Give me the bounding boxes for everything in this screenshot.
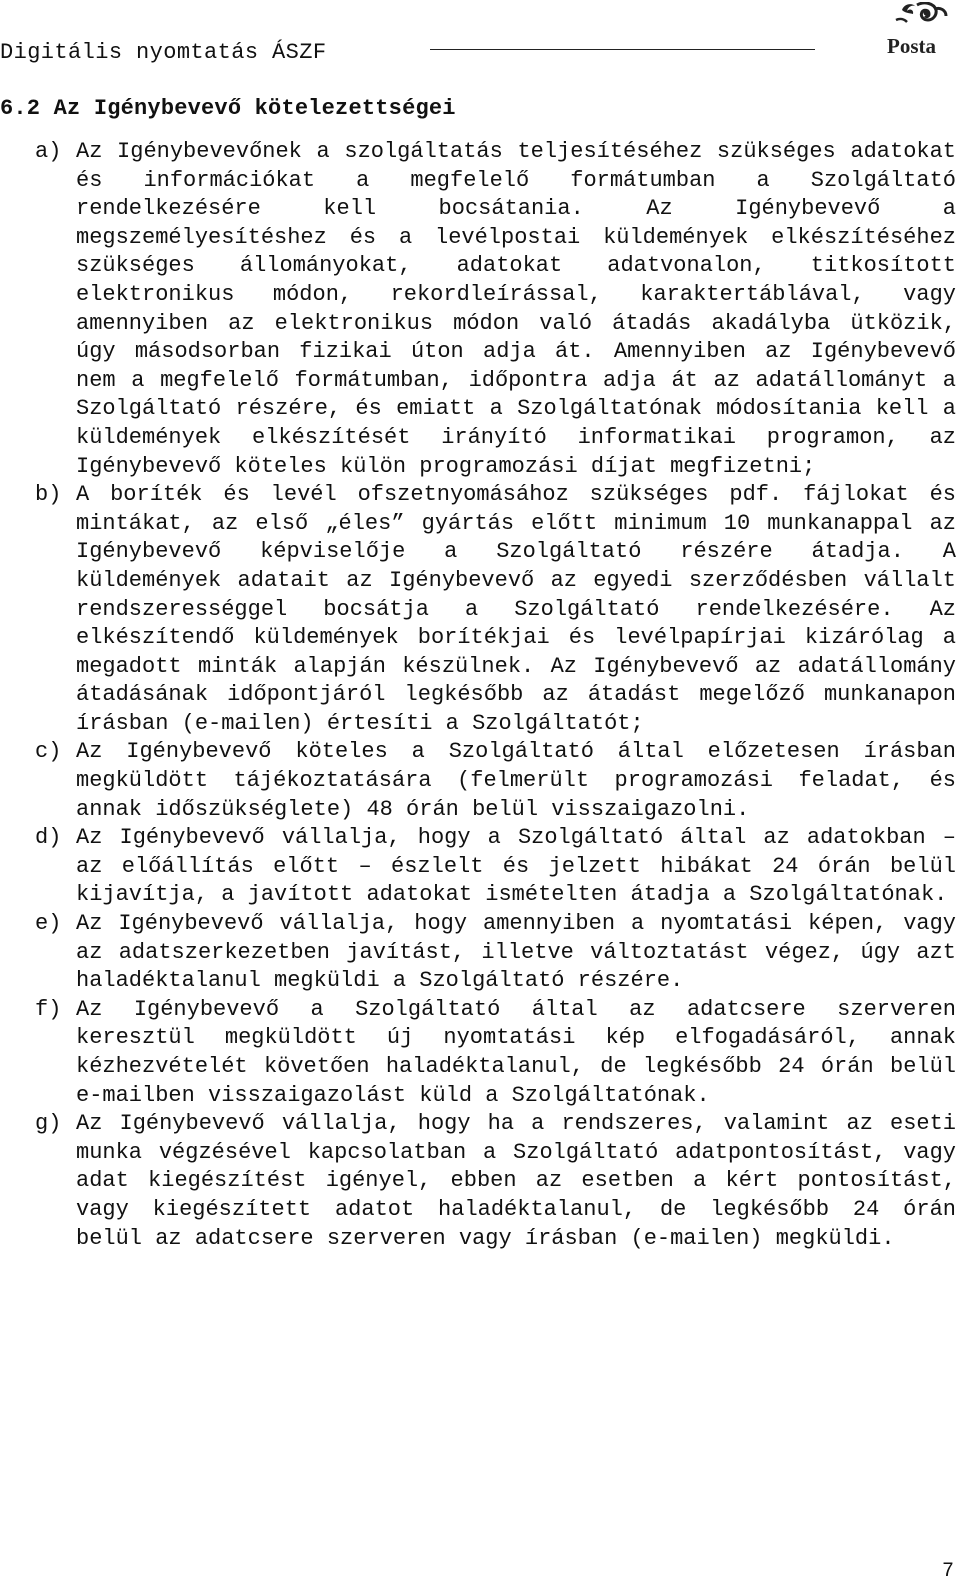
list-item-text: Az Igénybevevő köteles a Szolgáltató által előzetesen írásban megküldött tájékoztatására (felmerült programozási feladat, és annak időszükséglete) 48 órán belül visszaigazolni. (76, 739, 956, 822)
list-item-text: Az Igénybevevőnek a szolgáltatás teljesítéséhez szükséges adatokat és információkat a megfelelő formátumban a Szolgáltató rendelkezésére kell bocsátania. Az Igénybevevő a megszemélyesítéshez és a levélpostai küldemények elkészítéséhez szükséges állományokat, adatokat adatvonalon, titkosított elektronikus módon, rekordleírással, karaktertáblával, vagy amennyiben az elektronikus módon való átadás akadályba ütközik, úgy másodsorban fizikai úton adja át. Amennyiben az Igénybevevő nem a megfelelő formátumban, időpontra adja át az adatállományt a Szolgáltató részére, és emiatt a Szolgáltatónak módosítania kell a küldemények elkészítését irányító informatikai programon, az Igénybevevő köteles külön programozási díjat megfizetni; (76, 139, 956, 479)
list-item-text: Az Igénybevevő vállalja, hogy a Szolgáltató által az adatokban – az előállítás előtt – észlelt és jelzett hibákat 24 órán belül kijavítja, a javított adatokat ismételten átadja a Szolgáltatónak. (76, 825, 956, 908)
list-item-label: d) (35, 825, 62, 851)
list-item-text: Az Igénybevevő a Szolgáltató által az adatcsere szerveren keresztül megküldött új nyomtatási kép elfogadásáról, annak kézhezvételét követően haladéktalanul, de legkésőbb 24 órán belül e-mailben visszaigazolást küld a Szolgáltatónak. (76, 996, 956, 1108)
list-item (0, 138, 956, 481)
list-item (0, 996, 956, 1110)
svg-text:Posta: Posta (887, 34, 936, 58)
list-item-label: a) (35, 139, 62, 164)
list-item-text: A boríték és levél ofszetnyomásához szükséges pdf. fájlokat és mintákat, az első „éles” gyártás előtt minimum 10 munkanappal az Igénybevevő képviselője a Szolgáltató részére átadja. A küldemények adatait az Igénybevevő az egyedi szerződésben vállalt rendszerességgel bocsátja a Szolgáltató rendelkezésére. Az elkészítendő küldemények borítékjai és levélpapírjai kizárólag a megadott minták alapján készülnek. Az Igénybevevő az adatállomány átadásának időpontjáról legkésőbb az átadást megelőző munkanapon írásban (e-mailen) értesíti a Szolgáltatót; (76, 482, 956, 736)
list-item-text: Az Igénybevevő vállalja, hogy ha a rendszeres, valamint az eseti munka végzésével kapcsolatban a Szolgáltató adatpontosítást, vagy adat kiegészítést igényel, ebben az esetben a kért pontosítást, vagy kiegészített adatot haladéktalanul, de legkésőbb 24 órán belül az adatcsere szerveren vagy írásban (e-mailen) megküldi. (76, 1111, 956, 1251)
header-divider (430, 49, 815, 50)
list-item (0, 1110, 956, 1253)
list-item-label: e) (35, 911, 62, 937)
list-item (0, 910, 956, 996)
list-item (0, 738, 956, 824)
list-item-label: b) (35, 482, 62, 508)
posta-logo-icon (886, 2, 956, 66)
posta-logo (886, 2, 956, 66)
section-title: 6.2 Az Igénybevevő kötelezettségei (0, 96, 456, 121)
list-item (0, 824, 956, 910)
page-number: 7 (942, 1560, 955, 1583)
document-header-title: Digitális nyomtatás ÁSZF (0, 40, 327, 65)
list-item-label: c) (35, 739, 62, 765)
list-item-label: f) (35, 996, 62, 1022)
list-item-label: g) (35, 1111, 62, 1137)
list-item (0, 481, 956, 738)
list-item-text: Az Igénybevevő vállalja, hogy amennyiben a nyomtatási képen, vagy az adatszerkezetben javítást, illetve változtatást végez, úgy azt haladéktalanul megküldi a Szolgáltató részére. (76, 911, 956, 994)
obligations-list (0, 138, 956, 1253)
